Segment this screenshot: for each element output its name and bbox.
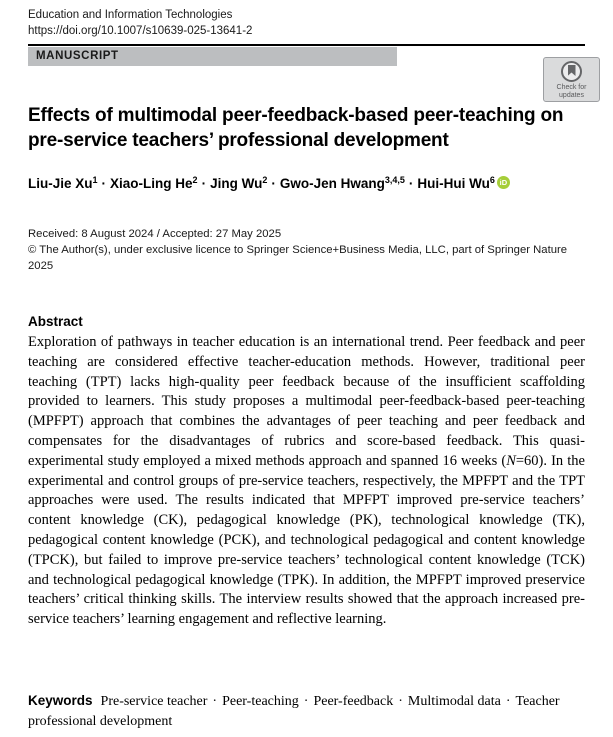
author-separator: · xyxy=(101,176,107,191)
author-affiliation-sup: 2 xyxy=(262,175,268,185)
abstract-text: Exploration of pathways in teacher education is an international trend. Peer feedback and peer teaching are considered effective teacher-education methods. However, traditional peer teaching (TPT) lacks high-quality peer feedback because of the insufficient scaffolding provided to learners. This study proposes a multimodal peer-feedback-based peer-teaching (MPFPT) approach that combines the advantages of peer teaching and peer feedback and compensates for the disadvantages of rubrics and score-based feedback. This quasi-experimental study employed a mixed methods approach and spanned 16 weeks (N=60). In the experimental and control groups of pre-service teachers, respectively, the MPFPT and the TPT approaches were used. The results indicated that MPFPT improved pre-service teachers’ content knowledge (CK), pedagogical knowledge (PK), technological knowledge (TK), pedagogical content knowledge (PCK), and technological pedagogical and content knowledge (TPCK), but failed to improve pre-service teachers’ technological content knowledge (TCK) and technological pedagogical knowledge (TPK). In addition, the MPFPT improved preservice teachers’ critical thinking skills. The interview results showed that the approach increased pre-service teachers’ learning engagement and reflective learning. xyxy=(28,334,585,628)
header-rule xyxy=(28,44,585,46)
page-title: Effects of multimodal peer-feedback-based peer-teaching on pre-service teachers’ professional development xyxy=(28,105,564,151)
author-affiliation-sup: 1 xyxy=(92,175,98,185)
author-name: Gwo-Jen Hwang$^{3,4,5}$ xyxy=(279,175,405,191)
keyword-separator: · xyxy=(303,694,309,709)
keyword-separator: · xyxy=(398,694,403,709)
orcid-icon[interactable]: iD xyxy=(497,176,510,189)
author-separator: · xyxy=(408,176,414,191)
check-for-updates-button[interactable] xyxy=(543,57,600,102)
author-separator: · xyxy=(201,176,207,191)
keyword: Multimodal data xyxy=(407,694,501,709)
author-list xyxy=(28,176,598,191)
author-name: Hui-Hui Wu$^6$ xyxy=(417,175,495,191)
author-name: Xiao-Ling He$^2$ xyxy=(110,175,198,191)
journal-name: Education and Information Technologies xyxy=(28,9,233,21)
author-separator: · xyxy=(271,176,276,191)
author-affiliation-sup: 3,4,5 xyxy=(384,175,405,185)
keyword: Peer-teaching xyxy=(222,694,299,709)
received-accepted-line: Received: 8 August 2024 / Accepted: 27 May 2025 xyxy=(28,228,282,240)
keywords-heading: Keywords xyxy=(28,693,93,708)
abstract-section xyxy=(28,314,585,630)
italic-n-variable: N xyxy=(506,452,516,469)
doi-link[interactable]: https://doi.org/10.1007/s10639-025-13641-2 xyxy=(28,25,253,37)
article-dates xyxy=(28,227,585,274)
author-affiliation-sup: 6 xyxy=(489,175,495,185)
keyword-separator: · xyxy=(212,694,218,709)
author-name: Liu-Jie Xu$^1$ xyxy=(28,175,98,191)
bookmark-icon xyxy=(568,65,576,76)
abstract-heading: Abstract xyxy=(28,314,83,329)
check-for-updates-icon xyxy=(561,61,582,82)
keyword-separator: · xyxy=(505,694,511,709)
journal-header xyxy=(28,7,252,39)
keywords-section xyxy=(28,691,585,732)
keyword: Peer-feedback xyxy=(313,694,394,709)
keyword: Teacher professional development xyxy=(28,694,560,729)
author-affiliation-sup: 2 xyxy=(192,175,198,185)
keyword: Pre-service teacher xyxy=(100,694,208,709)
copyright-line: © The Author(s), under exclusive licence to Springer Science+Business Media, LLC, part of Springer Nature 2025 xyxy=(28,244,568,272)
author-name: Jing Wu$^2$ xyxy=(210,175,268,191)
manuscript-banner: MANUSCRIPT xyxy=(28,47,397,66)
check-for-updates-label: Check for updates xyxy=(556,84,587,99)
